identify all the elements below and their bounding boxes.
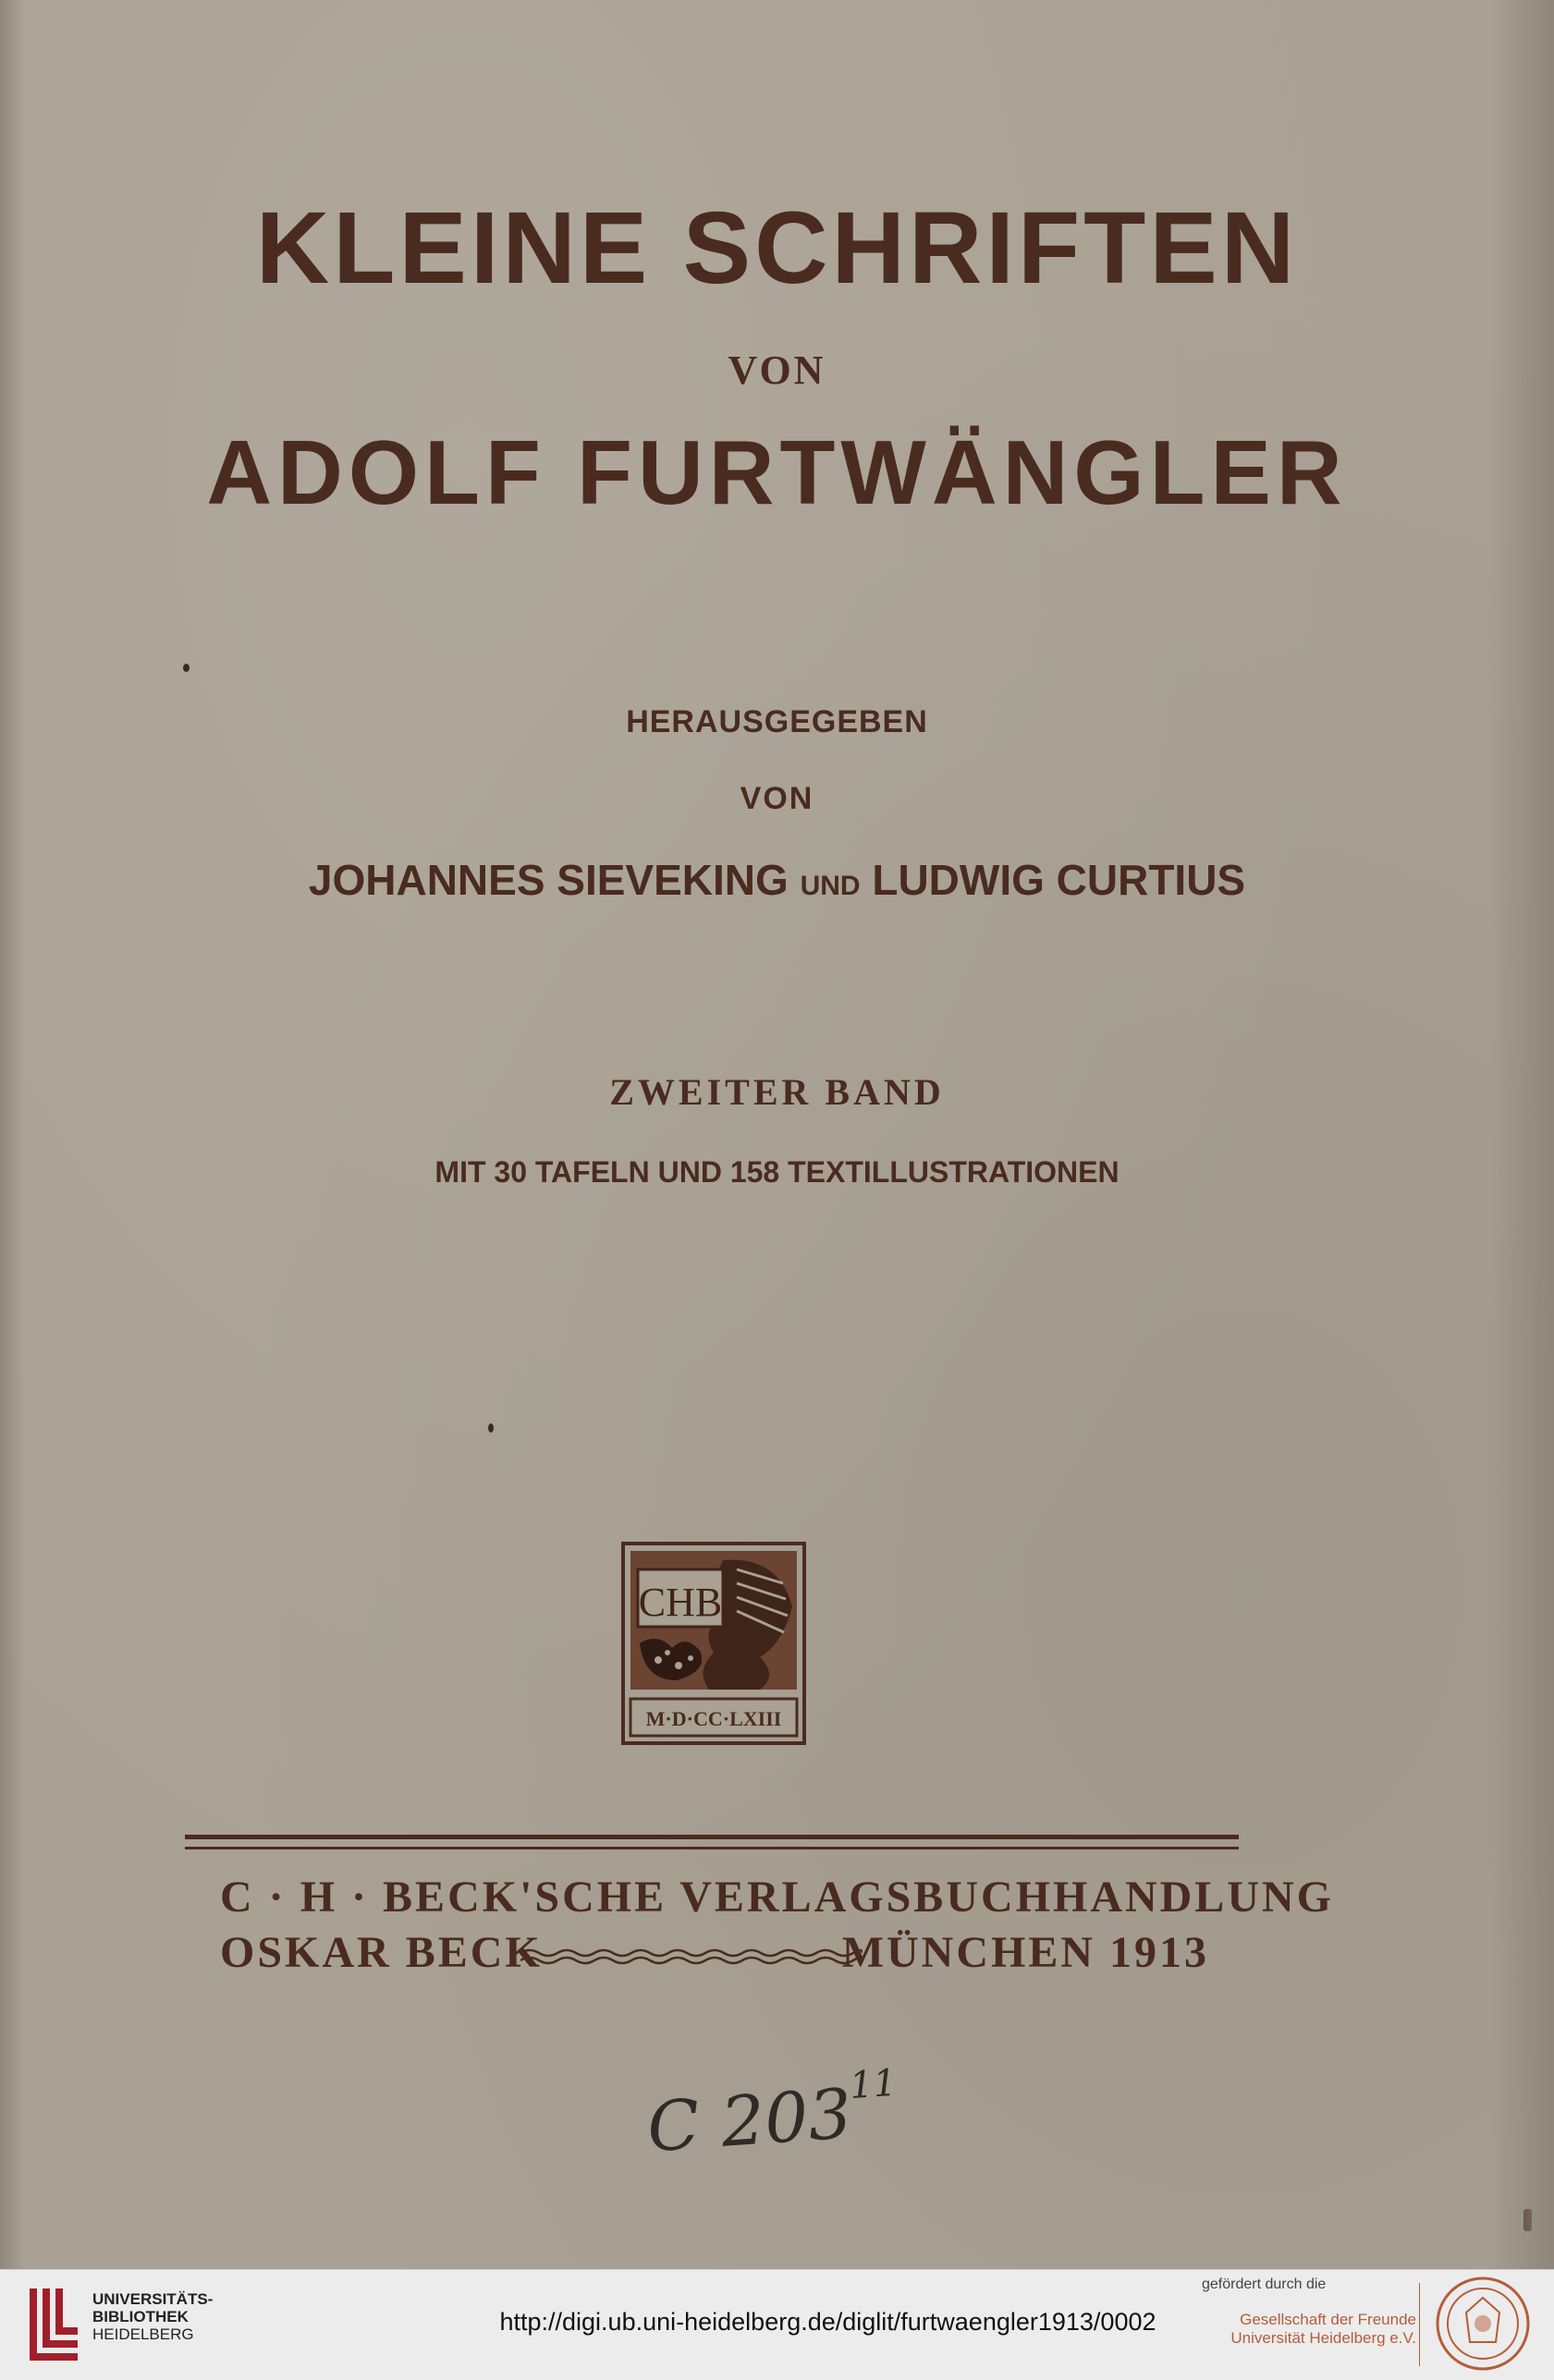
- footer-separator: [1419, 2283, 1420, 2366]
- society-line-1: Gesellschaft der Freunde: [1240, 2311, 1416, 2328]
- wavy-line-ornament: [520, 1946, 863, 1968]
- paper-speck: [183, 664, 190, 672]
- author-name: ADOLF FURTWÄNGLER: [206, 421, 1348, 523]
- editor-1: JOHANNES SIEVEKING: [308, 856, 789, 904]
- library-line-3: HEIDELBERG: [92, 2325, 194, 2343]
- volume-label: ZWEITER BAND: [609, 1071, 945, 1113]
- publisher-imprint: [220, 1927, 1209, 1983]
- publisher-line: C · H · BECK'SCHE VERLAGSBUCHHANDLUNG: [220, 1873, 1334, 1922]
- editor-2: LUDWIG CURTIUS: [872, 856, 1246, 904]
- publisher-mark-emblem: [621, 1542, 806, 1745]
- contents-note: MIT 30 TAFELN UND 158 TEXTILLUSTRATIONEN: [434, 1155, 1120, 1189]
- publisher-name: OSKAR BECK: [220, 1928, 543, 1977]
- publisher-mark-year: M·D·CC·LXIII: [645, 1707, 782, 1730]
- shelfmark-text: C 203: [644, 2074, 855, 2168]
- editors: [0, 855, 1554, 905]
- handwritten-shelfmark: [644, 2061, 901, 2168]
- library-line-1: UNIVERSITÄTS-: [92, 2290, 214, 2308]
- divider-thick: [185, 1835, 1239, 1839]
- shelfmark-superscript: 11: [848, 2061, 899, 2108]
- university-seal-icon: [1435, 2276, 1531, 2372]
- publisher-monogram: CHB: [638, 1580, 723, 1625]
- funded-by-label: gefördert durch die: [1202, 2276, 1327, 2292]
- by-label-2: VON: [740, 781, 814, 816]
- society-line-2: Universität Heidelberg e.V.: [1230, 2329, 1416, 2347]
- library-line-2: BIBLIOTHEK: [92, 2308, 189, 2325]
- society-name: [1213, 2311, 1416, 2348]
- book-title: KLEINE SCHRIFTEN: [255, 191, 1299, 305]
- and-label: UND: [800, 871, 861, 901]
- by-label: VON: [728, 348, 826, 393]
- divider-thin: [185, 1847, 1239, 1849]
- permalink-url[interactable]: http://digi.ub.uni-heidelberg.de/diglit/furtwaengler1913/0002: [499, 2308, 1156, 2336]
- paper-speck: [1523, 2209, 1532, 2231]
- publisher-place-year: MÜNCHEN 1913: [841, 1928, 1209, 1977]
- paper-speck: [488, 1423, 494, 1433]
- edited-label: HERAUSGEGEBEN: [626, 704, 928, 739]
